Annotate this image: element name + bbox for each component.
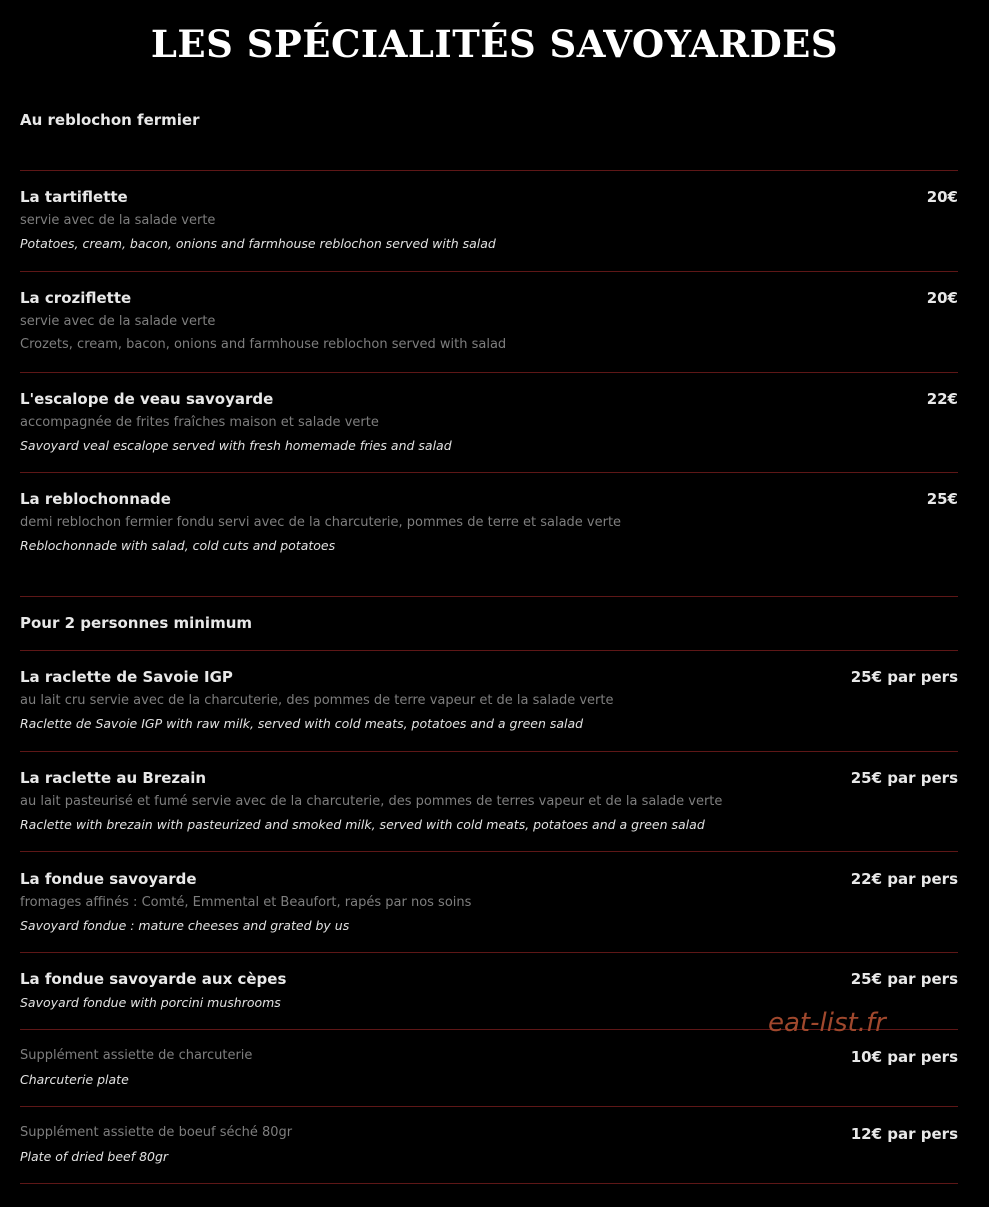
item-price: 10€ par pers: [850, 1048, 958, 1066]
item-price: 12€ par pers: [850, 1125, 958, 1143]
item-description: fromages affinés : Comté, Emmental et Beaufort, rapés par nos soins: [20, 895, 472, 910]
section-heading-reblochon: Au reblochon fermier: [20, 111, 200, 129]
item-name: La reblochonnade: [20, 490, 171, 508]
divider: [20, 751, 958, 752]
divider: [20, 1106, 958, 1107]
item-description: servie avec de la salade verte: [20, 213, 216, 228]
item-description: Supplément assiette de charcuterie: [20, 1048, 253, 1063]
item-english: Savoyard veal escalope served with fresh homemade fries and salad: [20, 438, 452, 453]
item-english: Plate of dried beef 80gr: [20, 1149, 169, 1164]
section-heading-two-persons: Pour 2 personnes minimum: [20, 614, 253, 632]
item-name: La raclette au Brezain: [20, 769, 207, 787]
divider: [20, 1183, 958, 1184]
item-english: Raclette de Savoie IGP with raw milk, served with cold meats, potatoes and a green salad: [20, 716, 584, 731]
item-description: au lait cru servie avec de la charcuterie, des pommes de terre vapeur et de la salade verte: [20, 693, 614, 708]
item-price: 20€: [926, 289, 958, 307]
divider: [20, 952, 958, 953]
item-english: Potatoes, cream, bacon, onions and farmhouse reblochon served with salad: [20, 236, 496, 251]
item-description: au lait pasteurisé et fumé servie avec de la charcuterie, des pommes de terres vapeur et de la salade verte: [20, 794, 723, 809]
item-price: 22€: [926, 390, 958, 408]
divider: [20, 372, 958, 373]
divider: [20, 170, 958, 171]
divider: [20, 472, 958, 473]
item-price: 25€ par pers: [850, 970, 958, 988]
item-english: Reblochonnade with salad, cold cuts and potatoes: [20, 538, 336, 553]
item-english: Raclette with brezain with pasteurized and smoked milk, served with cold meats, potatoes and a green salad: [20, 817, 705, 832]
divider: [20, 271, 958, 272]
item-name: La croziflette: [20, 289, 132, 307]
watermark: eat-list.fr: [768, 1008, 886, 1038]
item-price: 25€: [926, 490, 958, 508]
divider: [20, 596, 958, 597]
page-title: LES SPÉCIALITÉS SAVOYARDES: [150, 22, 839, 66]
item-price: 22€ par pers: [850, 870, 958, 888]
item-name: La fondue savoyarde aux cèpes: [20, 970, 287, 988]
item-description: Supplément assiette de boeuf séché 80gr: [20, 1125, 293, 1140]
item-price: 25€ par pers: [850, 769, 958, 787]
item-description: accompagnée de frites fraîches maison et salade verte: [20, 415, 379, 430]
divider: [20, 851, 958, 852]
item-english: Charcuterie plate: [20, 1072, 129, 1087]
item-name: La fondue savoyarde: [20, 870, 197, 888]
item-price: 25€ par pers: [850, 668, 958, 686]
item-description: demi reblochon fermier fondu servi avec de la charcuterie, pommes de terre et salade verte: [20, 515, 622, 530]
item-price: 20€: [926, 188, 958, 206]
item-english: Savoyard fondue with porcini mushrooms: [20, 995, 281, 1010]
divider: [20, 650, 958, 651]
item-english: Savoyard fondue : mature cheeses and grated by us: [20, 918, 350, 933]
item-english: Crozets, cream, bacon, onions and farmhouse reblochon served with salad: [20, 337, 507, 352]
item-name: L'escalope de veau savoyarde: [20, 390, 274, 408]
item-name: La tartiflette: [20, 188, 128, 206]
item-name: La raclette de Savoie IGP: [20, 668, 233, 686]
item-description: servie avec de la salade verte: [20, 314, 216, 329]
